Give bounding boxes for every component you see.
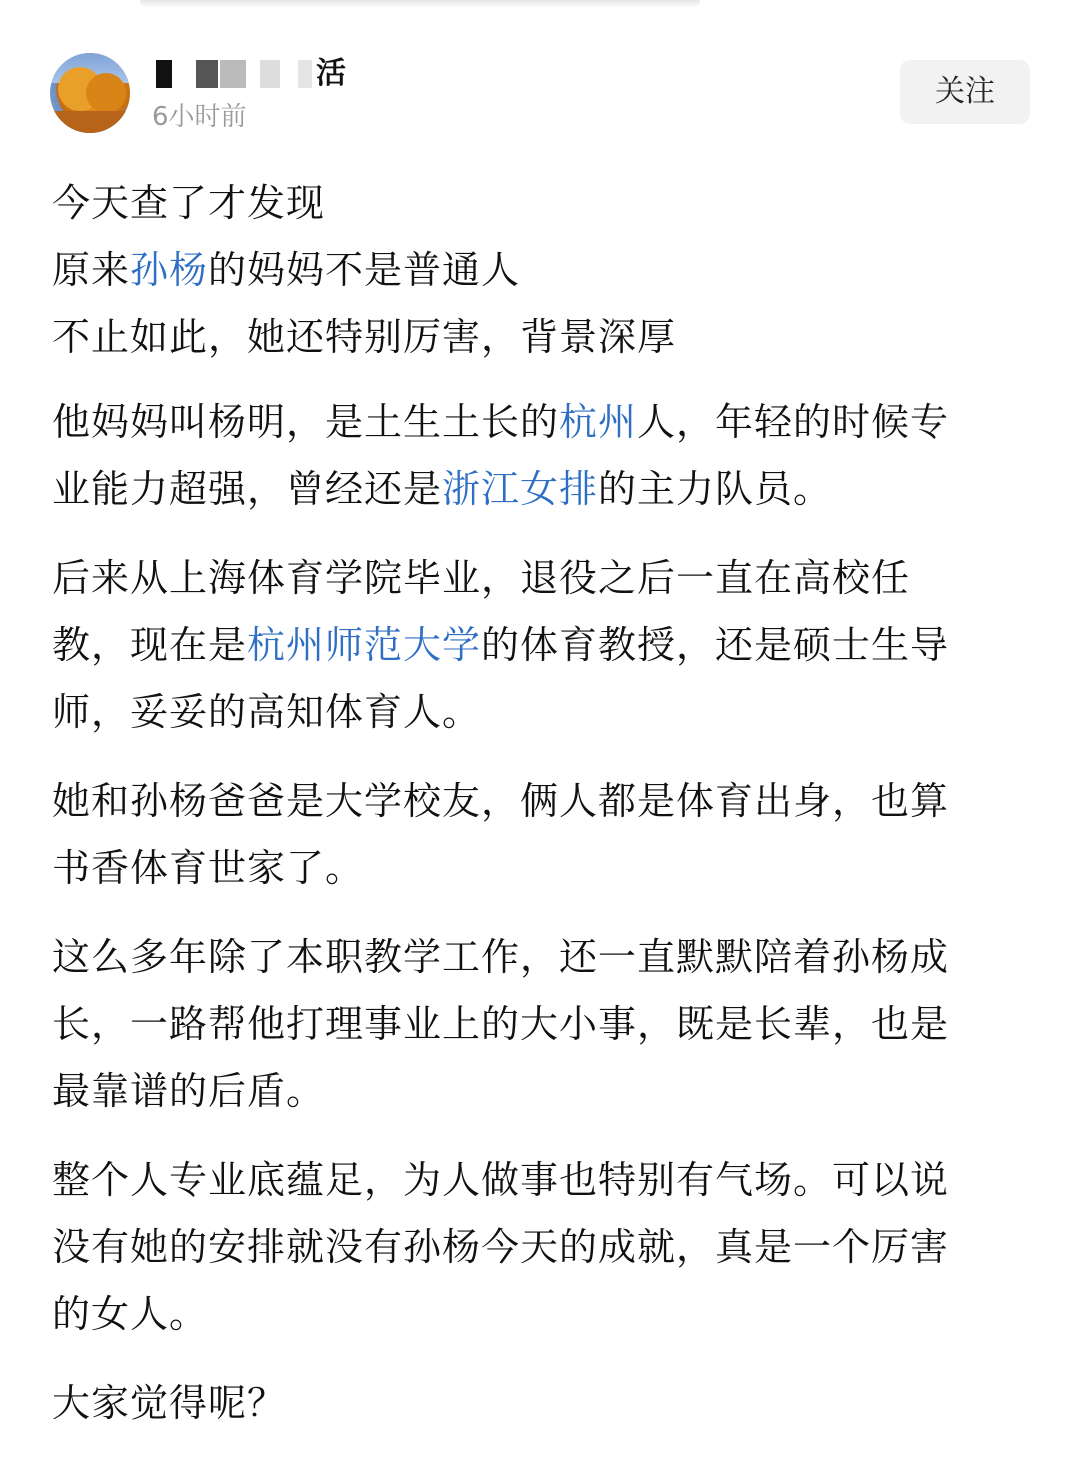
topic-link-sun-yang[interactable]: 孙杨 [130, 248, 209, 292]
paragraph [52, 1370, 1032, 1437]
author-name-visible-text: 活 [316, 56, 346, 91]
text-line: 她和孙杨爸爸是大学校友，俩人都是体育出身，也算 [52, 779, 950, 823]
avatar-ground [50, 111, 130, 133]
paragraph [52, 170, 1032, 371]
text-line [52, 237, 1032, 304]
redaction-block [156, 60, 172, 88]
post-header [50, 50, 1030, 140]
text-segment: 人，年轻的时候专 [637, 400, 950, 444]
text-line: 的女人。 [52, 1292, 209, 1336]
redaction-block [298, 60, 312, 88]
text-line: 长，一路帮他打理事业上的大小事，既是长辈，也是 [52, 1002, 950, 1046]
redaction-block [260, 60, 280, 88]
text-line: 今天查了才发现 [52, 181, 326, 225]
text-line: 书香体育世家了。 [52, 846, 365, 890]
text-line: 师，妥妥的高知体育人。 [52, 690, 482, 734]
text-line: 最靠谱的后盾。 [52, 1069, 326, 1113]
text-segment: 的妈妈不是普通人 [208, 248, 521, 292]
text-line: 不止如此，她还特别厉害，背景深厚 [52, 315, 677, 359]
text-line: 大家觉得呢？ [52, 1381, 287, 1425]
top-edge-shadow [140, 0, 700, 8]
topic-link-hangzhou-normal-university[interactable]: 杭州师范大学 [247, 623, 482, 667]
text-segment: 原来 [52, 248, 131, 292]
text-line [52, 456, 1032, 523]
paragraph [52, 389, 1032, 523]
avatar[interactable] [50, 53, 130, 133]
text-line: 这么多年除了本职教学工作，还一直默默陪着孙杨成 [52, 935, 950, 979]
redaction-block [196, 60, 218, 88]
text-segment: 业能力超强，曾经还是 [52, 467, 443, 511]
text-line: 后来从上海体育学院毕业，退役之后一直在高校任 [52, 556, 911, 600]
text-segment: 的主力队员。 [598, 467, 833, 511]
text-line: 没有她的安排就没有孙杨今天的成就，真是一个厉害 [52, 1225, 950, 1269]
paragraph [52, 1147, 1032, 1348]
avatar-tree [86, 73, 126, 113]
text-line [52, 612, 1032, 679]
post-time: 6小时前 [152, 102, 247, 132]
follow-button[interactable]: 关注 [900, 60, 1030, 124]
text-line [52, 389, 1032, 456]
paragraph [52, 768, 1032, 902]
topic-link-zhejiang-volleyball[interactable]: 浙江女排 [442, 467, 599, 511]
text-segment: 的体育教授，还是硕士生导 [481, 623, 950, 667]
topic-link-hangzhou[interactable]: 杭州 [559, 400, 638, 444]
paragraph [52, 545, 1032, 746]
post-content [52, 170, 1032, 1459]
text-segment: 他妈妈叫杨明，是土生土长的 [52, 400, 560, 444]
text-segment: 教，现在是 [52, 623, 248, 667]
text-line: 整个人专业底蕴足，为人做事也特别有气场。可以说 [52, 1158, 950, 1202]
paragraph [52, 924, 1032, 1125]
redaction-block [220, 60, 246, 88]
author-name[interactable] [150, 54, 450, 94]
